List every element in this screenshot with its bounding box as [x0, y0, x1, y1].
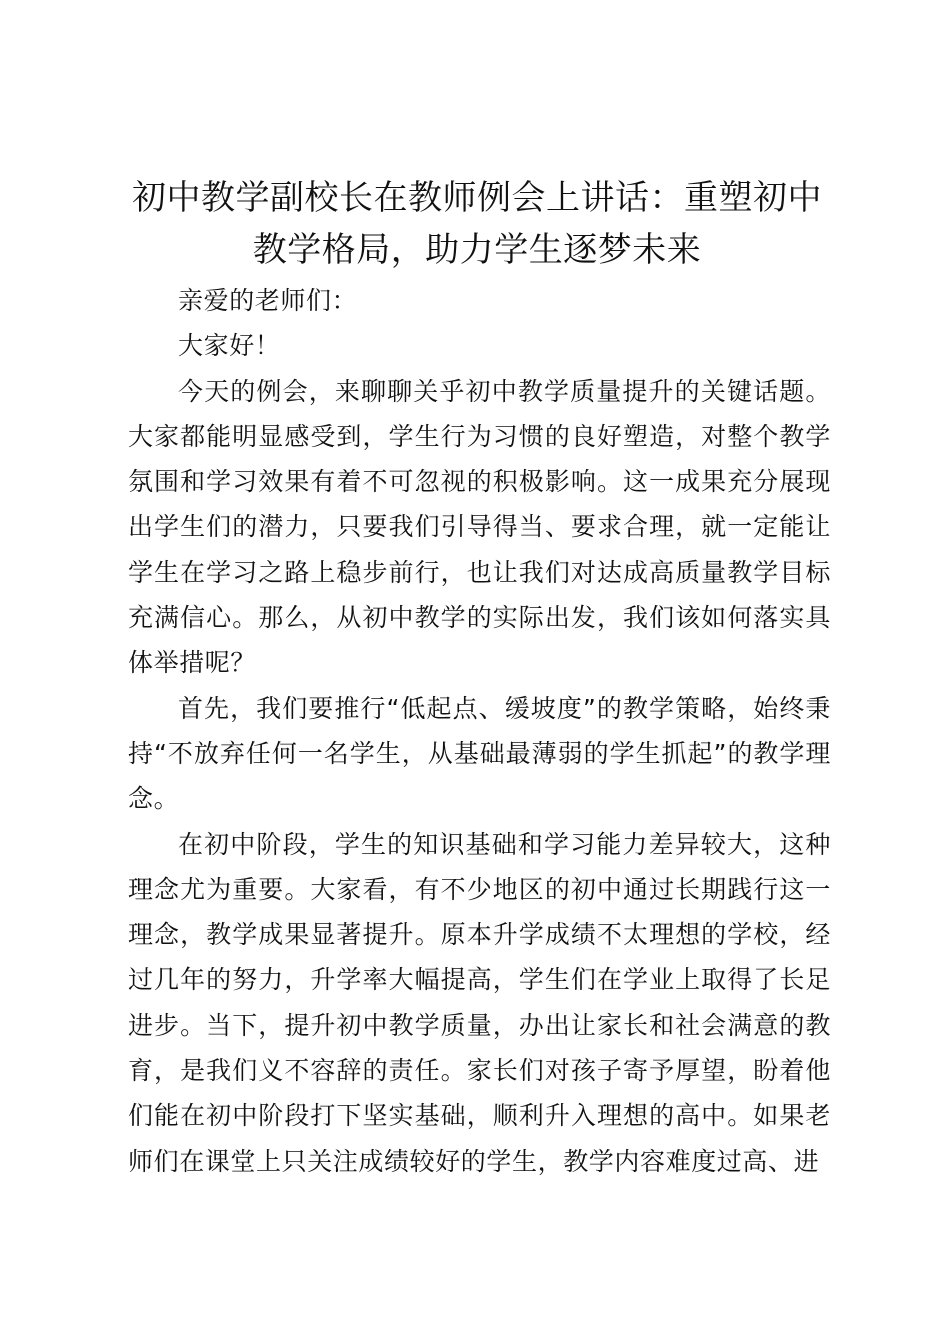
document-title: 初中教学副校长在教师例会上讲话：重塑初中教学格局，助力学生逐梦未来 [132, 178, 822, 270]
greeting-paragraph: 大家好！ [178, 331, 281, 361]
body-paragraph: 今天的例会，来聊聊关乎初中教学质量提升的关键话题。大家都能明显感受到，学生行为习惯的良好塑造，对整个教学氛围和学习效果有着不可忽视的积极影响。这一成果充分展现出学生们的潜力，只要我们引导得当、要求合理，就一定能让学生在学习之路上稳步前行，也让我们对达成高质量教学目标充满信心。那么，从初中教学的实际出发，我们该如何落实具体举措呢？ [128, 376, 831, 678]
salutation-paragraph: 亲爱的老师们： [178, 286, 358, 315]
body-paragraph: 在初中阶段，学生的知识基础和学习能力差异较大，这种理念尤为重要。大家看，有不少地区的初中通过长期践行这一理念，教学成果显著提升。原本升学成绩不太理想的学校，经过几年的努力，升学率大幅提高，学生们在学业上取得了长足进步。当下，提升初中教学质量，办出让家长和社会满意的教育，是我们义不容辞的责任。家长们对孩子寄予厚望，盼着他们能在初中阶段打下坚实基础，顺利升入理想的高中。如果老师们在课堂上只关注成绩较好的学生，教学内容难度过高、进 [128, 829, 831, 1176]
body-paragraph: 首先，我们要推行“低起点、缓坡度”的教学策略，始终秉持“不放弃任何一名学生，从基础最薄弱的学生抓起”的教学理念。 [128, 693, 831, 814]
document-body [128, 278, 831, 1184]
